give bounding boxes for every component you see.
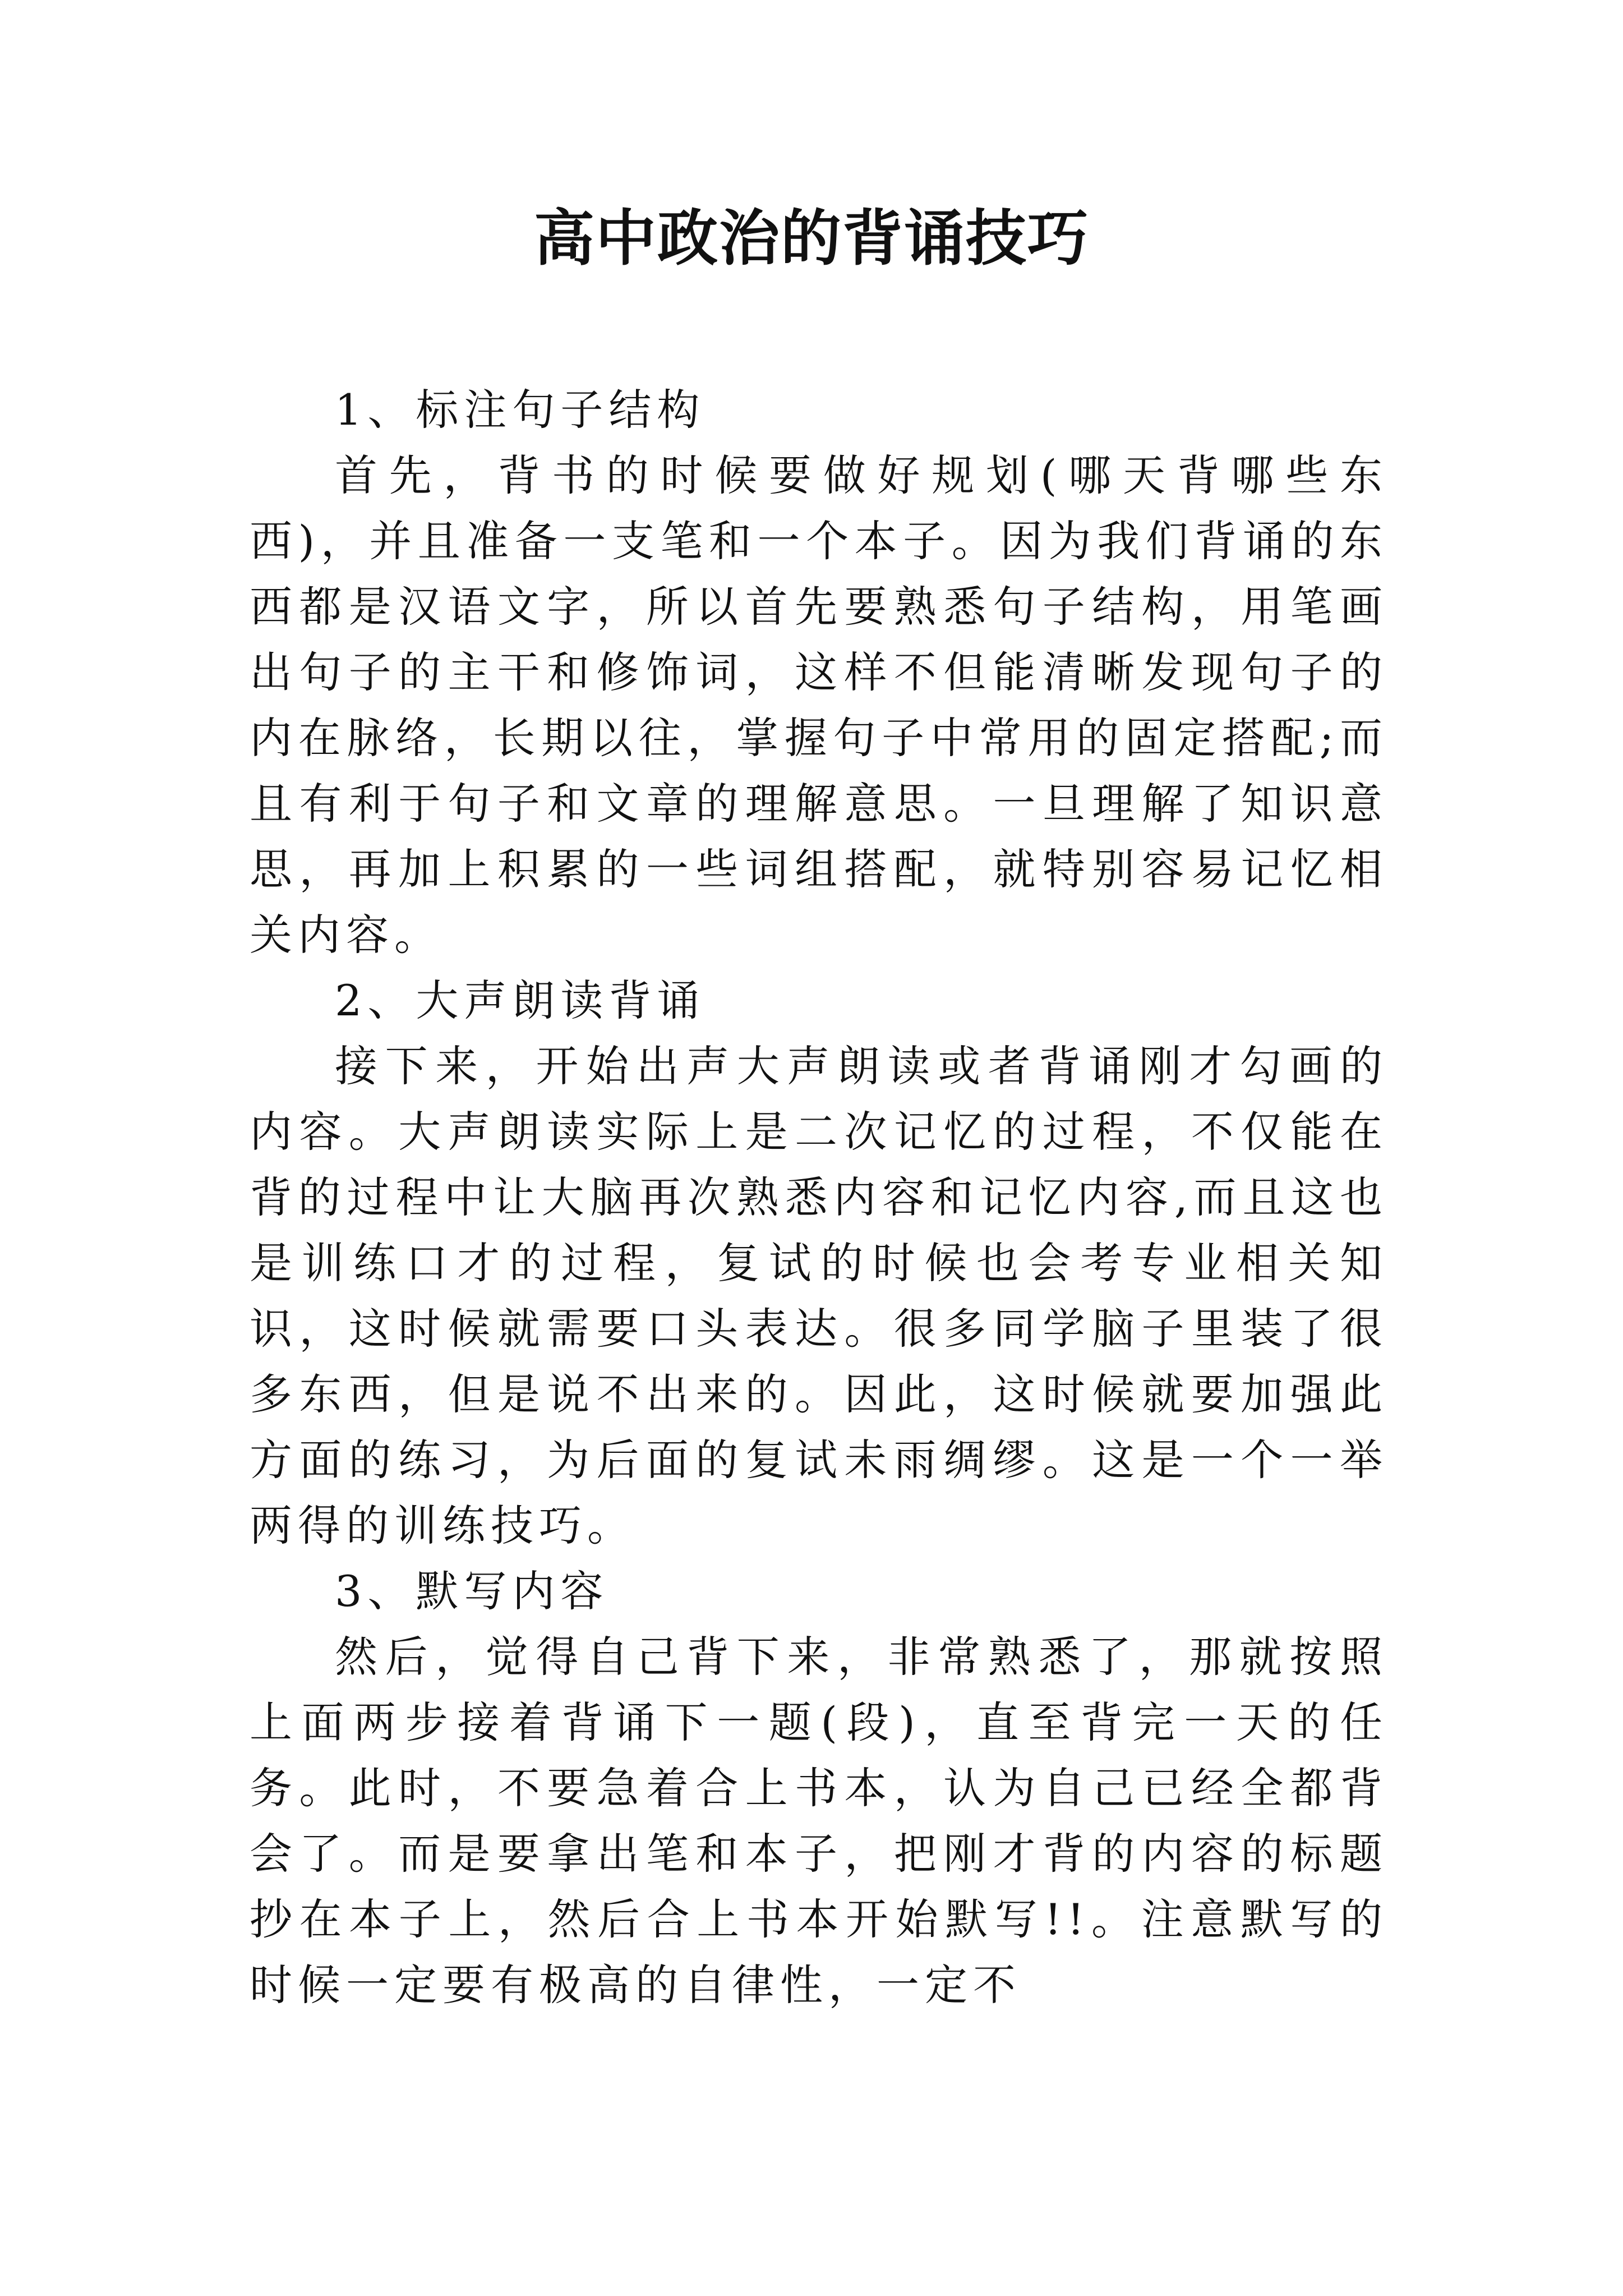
paragraph-1: 首先，背书的时候要做好规划(哪天背哪些东西)，并且准备一支笔和一个本子。因为我们背诵的东西都是汉语文字，所以首先要熟悉句子结构，用笔画出句子的主干和修饰词，这样不但能清晰发现句子的内在脉络，长期以往，掌握句子中常用的固定搭配;而且有利于句子和文章的理解意思。一旦理解了知识意思，再加上积累的一些词组搭配，就特别容易记忆相关内容。 (250, 450, 1388, 960)
section-heading-1: 1、标注句子结构 (335, 385, 706, 435)
paragraph-3: 然后，觉得自己背下来，非常熟悉了，那就按照上面两步接着背诵下一题(段)，直至背完一天的任务。此时，不要急着合上书本，认为自己已经全都背会了。而是要拿出笔和本子，把刚才背的内容的标题抄在本子上，然后合上书本开始默写!!。注意默写的时候一定要有极高的自律性，一定不 (250, 1632, 1388, 2010)
document-title: 高中政治的背诵技巧 (533, 203, 1089, 274)
section-heading-2: 2、大声朗读背诵 (335, 976, 706, 1025)
document-body (250, 377, 1388, 2018)
paragraph-2: 接下来，开始出声大声朗读或者背诵刚才勾画的内容。大声朗读实际上是二次记忆的过程，不仅能在背的过程中让大脑再次熟悉内容和记忆内容,而且这也是训练口才的过程，复试的时候也会考专业相关知识，这时候就需要口头表达。很多同学脑子里装了很多东西，但是说不出来的。因此，这时候就要加强此方面的练习，为后面的复试未雨绸缪。这是一个一举两得的训练技巧。 (250, 1041, 1388, 1550)
section-heading-3: 3、默写内容 (335, 1566, 609, 1616)
